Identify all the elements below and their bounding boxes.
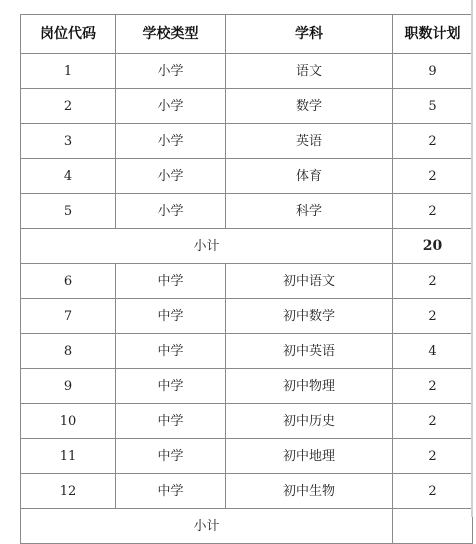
cell-code: 5 bbox=[21, 194, 116, 229]
cell-school-type: 小学 bbox=[116, 124, 226, 159]
cell-subject: 初中语文 bbox=[226, 264, 393, 299]
cell-subject: 初中英语 bbox=[226, 334, 393, 369]
cell-subject: 英语 bbox=[226, 124, 393, 159]
cell-count: 2 bbox=[393, 159, 473, 194]
cell-code: 10 bbox=[21, 404, 116, 439]
cell-school-type: 小学 bbox=[116, 54, 226, 89]
cell-count: 4 bbox=[393, 334, 473, 369]
subtotal-row bbox=[21, 509, 473, 544]
cell-count: 2 bbox=[393, 194, 473, 229]
cell-school-type: 小学 bbox=[116, 194, 226, 229]
cell-count: 2 bbox=[393, 439, 473, 474]
header-planned-count: 职数计划 bbox=[393, 15, 473, 54]
cell-count: 2 bbox=[393, 124, 473, 159]
cell-code: 6 bbox=[21, 264, 116, 299]
cell-code: 3 bbox=[21, 124, 116, 159]
cell-count: 2 bbox=[393, 369, 473, 404]
table-row bbox=[21, 369, 473, 404]
cell-subject: 体育 bbox=[226, 159, 393, 194]
cell-subject: 数学 bbox=[226, 89, 393, 124]
cell-code: 9 bbox=[21, 369, 116, 404]
cell-subject: 语文 bbox=[226, 54, 393, 89]
table-row bbox=[21, 264, 473, 299]
cell-school-type: 中学 bbox=[116, 369, 226, 404]
cell-code: 4 bbox=[21, 159, 116, 194]
cell-code: 11 bbox=[21, 439, 116, 474]
subtotal-row bbox=[21, 229, 473, 264]
header-school-type: 学校类型 bbox=[116, 15, 226, 54]
subtotal-value: 20 bbox=[393, 229, 473, 264]
subtotal-label: 小计 bbox=[21, 229, 393, 264]
cell-school-type: 中学 bbox=[116, 264, 226, 299]
cell-school-type: 中学 bbox=[116, 404, 226, 439]
cell-subject: 初中数学 bbox=[226, 299, 393, 334]
cell-count: 5 bbox=[393, 89, 473, 124]
cell-school-type: 中学 bbox=[116, 299, 226, 334]
table-row bbox=[21, 194, 473, 229]
cell-code: 2 bbox=[21, 89, 116, 124]
table-row bbox=[21, 54, 473, 89]
cell-school-type: 中学 bbox=[116, 334, 226, 369]
cell-count: 2 bbox=[393, 404, 473, 439]
cell-count: 2 bbox=[393, 474, 473, 509]
table-row bbox=[21, 439, 473, 474]
cell-count: 2 bbox=[393, 264, 473, 299]
cell-subject: 初中历史 bbox=[226, 404, 393, 439]
cell-subject: 科学 bbox=[226, 194, 393, 229]
cell-count: 2 bbox=[393, 299, 473, 334]
cell-subject: 初中地理 bbox=[226, 439, 393, 474]
cell-code: 1 bbox=[21, 54, 116, 89]
table-row bbox=[21, 89, 473, 124]
cell-code: 8 bbox=[21, 334, 116, 369]
positions-table bbox=[20, 14, 473, 544]
page-edge-divider bbox=[471, 0, 473, 517]
cell-code: 7 bbox=[21, 299, 116, 334]
table-row bbox=[21, 159, 473, 194]
cell-school-type: 中学 bbox=[116, 474, 226, 509]
cell-code: 12 bbox=[21, 474, 116, 509]
cell-count: 9 bbox=[393, 54, 473, 89]
header-position-code: 岗位代码 bbox=[21, 15, 116, 54]
table-row bbox=[21, 299, 473, 334]
subtotal-value bbox=[393, 509, 473, 544]
subtotal-label: 小计 bbox=[21, 509, 393, 544]
table-row bbox=[21, 334, 473, 369]
cell-subject: 初中物理 bbox=[226, 369, 393, 404]
cell-school-type: 小学 bbox=[116, 89, 226, 124]
header-subject: 学科 bbox=[226, 15, 393, 54]
cell-subject: 初中生物 bbox=[226, 474, 393, 509]
table-row bbox=[21, 474, 473, 509]
cell-school-type: 中学 bbox=[116, 439, 226, 474]
table-row bbox=[21, 124, 473, 159]
positions-table-container bbox=[20, 14, 473, 544]
table-row bbox=[21, 404, 473, 439]
cell-school-type: 小学 bbox=[116, 159, 226, 194]
table-header-row bbox=[21, 15, 473, 54]
